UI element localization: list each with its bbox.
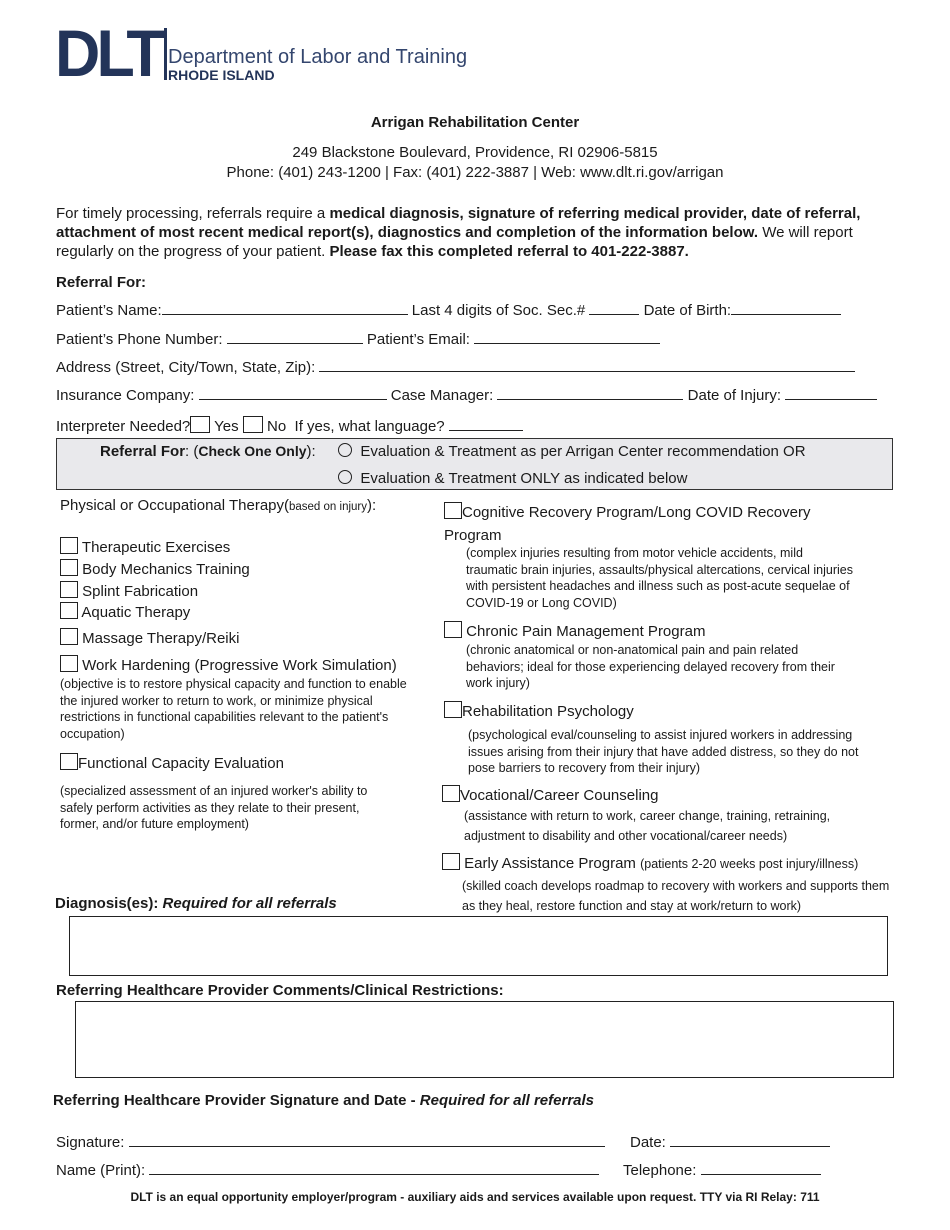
referral-for-heading: Referral For: bbox=[56, 274, 147, 291]
fce-label: Functional Capacity Evaluation bbox=[78, 755, 284, 772]
signature-required: Required for all referrals bbox=[419, 1092, 595, 1109]
list-item bbox=[60, 581, 198, 600]
list-item bbox=[442, 785, 658, 804]
print-name-label: Name (Print): bbox=[56, 1162, 146, 1179]
footer-note: DLT is an equal opportunity employer/program - auxiliary aids and services available upon request. TTY via RI Relay: 711 bbox=[130, 1190, 820, 1204]
case-manager-field[interactable] bbox=[497, 386, 683, 400]
referral-choice-bold: Referral For bbox=[100, 443, 186, 460]
center-address: 249 Blackstone Boulevard, Providence, RI 02906-5815 bbox=[292, 144, 658, 161]
early-assistance-checkbox[interactable] bbox=[442, 853, 460, 870]
pt-ot-heading-small: based on injury bbox=[289, 501, 367, 513]
patient-email-label: Patient’s Email: bbox=[366, 331, 470, 348]
list-item bbox=[444, 501, 854, 547]
aquatic-therapy-checkbox[interactable] bbox=[60, 602, 78, 619]
splint-fabrication-checkbox[interactable] bbox=[60, 581, 78, 598]
psychology-label: Rehabilitation Psychology bbox=[462, 703, 634, 720]
patient-name-row bbox=[56, 301, 841, 319]
address-label: Address (Street, City/Town, State, Zip): bbox=[56, 359, 316, 376]
body-mechanics-label: Body Mechanics Training bbox=[82, 561, 250, 578]
pt-ot-heading-text: Physical or Occupational Therapy( bbox=[60, 497, 289, 514]
list-item bbox=[60, 753, 284, 772]
option-1-label: Evaluation & Treatment as per Arrigan Center recommendation OR bbox=[360, 443, 806, 460]
pt-ot-heading bbox=[60, 497, 376, 514]
massage-therapy-label: Massage Therapy/Reiki bbox=[82, 630, 240, 647]
dob-label: Date of Birth: bbox=[643, 302, 732, 319]
telephone-row bbox=[623, 1161, 821, 1179]
splint-fabrication-label: Splint Fabrication bbox=[82, 583, 199, 600]
psychology-checkbox[interactable] bbox=[444, 701, 462, 718]
logo-divider bbox=[164, 28, 167, 80]
list-item bbox=[60, 537, 230, 556]
patient-phone-label: Patient’s Phone Number: bbox=[56, 331, 223, 348]
radio-option-2[interactable] bbox=[338, 470, 352, 484]
logo-department: Department of Labor and Training bbox=[168, 46, 468, 68]
date-label: Date: bbox=[630, 1134, 666, 1151]
diagnosis-input-box[interactable] bbox=[69, 916, 888, 976]
body-mechanics-checkbox[interactable] bbox=[60, 559, 78, 576]
fce-checkbox[interactable] bbox=[60, 753, 78, 770]
insurance-label: Insurance Company: bbox=[56, 387, 195, 404]
vocational-checkbox[interactable] bbox=[442, 785, 460, 802]
referral-option-1[interactable] bbox=[338, 443, 806, 460]
signature-field[interactable] bbox=[129, 1133, 605, 1147]
comments-input-box[interactable] bbox=[75, 1001, 894, 1078]
page-title: Arrigan Rehabilitation Center bbox=[370, 114, 580, 131]
patient-contact-row bbox=[56, 330, 660, 348]
print-name-field[interactable] bbox=[149, 1161, 599, 1175]
interpreter-yes-label: Yes bbox=[214, 418, 239, 435]
intro-paragraph bbox=[56, 204, 901, 261]
comments-heading: Referring Healthcare Provider Comments/Clinical Restrictions: bbox=[56, 982, 504, 999]
patient-phone-field[interactable] bbox=[227, 330, 363, 344]
massage-therapy-checkbox[interactable] bbox=[60, 628, 78, 645]
therapeutic-exercises-label: Therapeutic Exercises bbox=[81, 539, 231, 556]
address-row bbox=[56, 358, 855, 376]
vocational-label: Vocational/Career Counseling bbox=[460, 787, 659, 804]
interpreter-yes-checkbox[interactable] bbox=[190, 416, 210, 433]
dlt-logo: DLT bbox=[55, 16, 161, 90]
center-contact: Phone: (401) 243-1200 | Fax: (401) 222-3887 | Web: www.dlt.ri.gov/arrigan bbox=[226, 164, 724, 181]
intro-text-1: For timely processing, referrals require a bbox=[56, 205, 330, 222]
cognitive-desc: (complex injuries resulting from motor vehicle accidents, mild traumatic brain injuries, assaults/physical altercations, cervical injuries with persistent headaches and illness such as post-acute sequelae of COVID-19 or Long COVID) bbox=[466, 546, 853, 610]
work-hardening-desc: (objective is to restore physical capacity and function to enable the injured worker to return to work, or minimize physical restrictions in functional capabilities relevant to the patient's occupation) bbox=[60, 677, 407, 741]
telephone-field[interactable] bbox=[701, 1161, 821, 1175]
chronic-pain-checkbox[interactable] bbox=[444, 621, 462, 638]
referral-option-2[interactable] bbox=[338, 470, 687, 487]
telephone-label: Telephone: bbox=[623, 1162, 697, 1179]
intro-bold-2: Please fax this completed referral to 401-222-3887. bbox=[329, 243, 689, 260]
list-item bbox=[60, 655, 397, 674]
language-label: If yes, what language? bbox=[294, 418, 445, 435]
dob-field[interactable] bbox=[731, 301, 841, 315]
ssn-label: Last 4 digits of Soc. Sec.# bbox=[411, 302, 586, 319]
signature-label: Signature: bbox=[56, 1134, 125, 1151]
interpreter-row bbox=[56, 416, 523, 435]
chronic-pain-label: Chronic Pain Management Program bbox=[466, 623, 706, 640]
therapeutic-exercises-checkbox[interactable] bbox=[60, 537, 78, 554]
list-item bbox=[60, 602, 190, 621]
fce-desc: (specialized assessment of an injured worker's ability to safely perform activities as they relate to their present, former, and/or future employment) bbox=[60, 784, 368, 831]
case-manager-label: Case Manager: bbox=[390, 387, 494, 404]
check-one-only: Check One Only bbox=[198, 443, 307, 459]
intro-bold-1: medical diagnosis, signature of referring medical provider, date of referral, attachment of most recent medical report(s), diagnostics and completion of the information below. bbox=[56, 205, 861, 241]
cognitive-checkbox[interactable] bbox=[444, 502, 462, 519]
date-row bbox=[630, 1133, 830, 1151]
address-field[interactable] bbox=[319, 358, 855, 372]
list-item bbox=[60, 559, 250, 578]
interpreter-no-checkbox[interactable] bbox=[243, 416, 263, 433]
print-name-row bbox=[56, 1161, 599, 1179]
cognitive-label: Cognitive Recovery Program/Long COVID Recovery Program bbox=[444, 504, 811, 544]
option-2-label: Evaluation & Treatment ONLY as indicated below bbox=[360, 470, 688, 487]
list-item bbox=[444, 701, 634, 720]
ssn-field[interactable] bbox=[589, 301, 639, 315]
chronic-pain-desc: (chronic anatomical or non-anatomical pain and pain related behaviors; ideal for those experiencing delayed recovery from their work injury) bbox=[466, 643, 835, 690]
psychology-desc: (psychological eval/counseling to assist injured workers in addressing issues arising from their injury that have added distress, so they do not pose barriers to recovery from their injury) bbox=[468, 728, 859, 775]
work-hardening-label: Work Hardening (Progressive Work Simulation) bbox=[82, 657, 397, 674]
diagnosis-required: Required for all referrals bbox=[162, 895, 337, 912]
list-item bbox=[442, 853, 858, 872]
aquatic-therapy-label: Aquatic Therapy bbox=[81, 604, 191, 621]
intro-text-2: We will report regularly on the progress of your patient. bbox=[56, 224, 853, 260]
referral-choice-label: Referral For: (Check One Only): bbox=[100, 443, 316, 460]
injury-date-field[interactable] bbox=[785, 386, 877, 400]
logo-state: RHODE ISLAND bbox=[168, 67, 275, 83]
signature-heading bbox=[53, 1092, 594, 1109]
date-field[interactable] bbox=[670, 1133, 830, 1147]
early-assistance-desc: (skilled coach develops roadmap to recovery with workers and supports them as they heal, restore function and stay at work/return to work) bbox=[462, 879, 890, 913]
insurance-field[interactable] bbox=[199, 386, 387, 400]
diagnosis-heading bbox=[55, 895, 337, 912]
work-hardening-checkbox[interactable] bbox=[60, 655, 78, 672]
interpreter-no-label: No bbox=[267, 418, 287, 435]
interpreter-label: Interpreter Needed? bbox=[56, 418, 191, 435]
pt-ot-heading-end: ): bbox=[367, 497, 377, 514]
insurance-row bbox=[56, 386, 877, 404]
signature-heading-text: Referring Healthcare Provider Signature and Date - bbox=[53, 1092, 420, 1109]
radio-option-1[interactable] bbox=[338, 443, 352, 457]
injury-date-label: Date of Injury: bbox=[687, 387, 782, 404]
vocational-desc: (assistance with return to work, career change, training, retraining, adjustment to disability and other vocational/career needs) bbox=[464, 809, 831, 843]
early-assistance-small: (patients 2-20 weeks post injury/illness) bbox=[640, 857, 859, 871]
signature-row bbox=[56, 1133, 605, 1151]
patient-name-field[interactable] bbox=[162, 301, 408, 315]
list-item bbox=[60, 628, 239, 647]
patient-name-label: Patient’s Name: bbox=[56, 302, 162, 319]
language-field[interactable] bbox=[449, 417, 523, 431]
early-assistance-label: Early Assistance Program bbox=[464, 855, 636, 872]
diagnosis-label: Diagnosis(es): bbox=[55, 895, 163, 912]
list-item bbox=[444, 621, 705, 640]
patient-email-field[interactable] bbox=[474, 330, 660, 344]
